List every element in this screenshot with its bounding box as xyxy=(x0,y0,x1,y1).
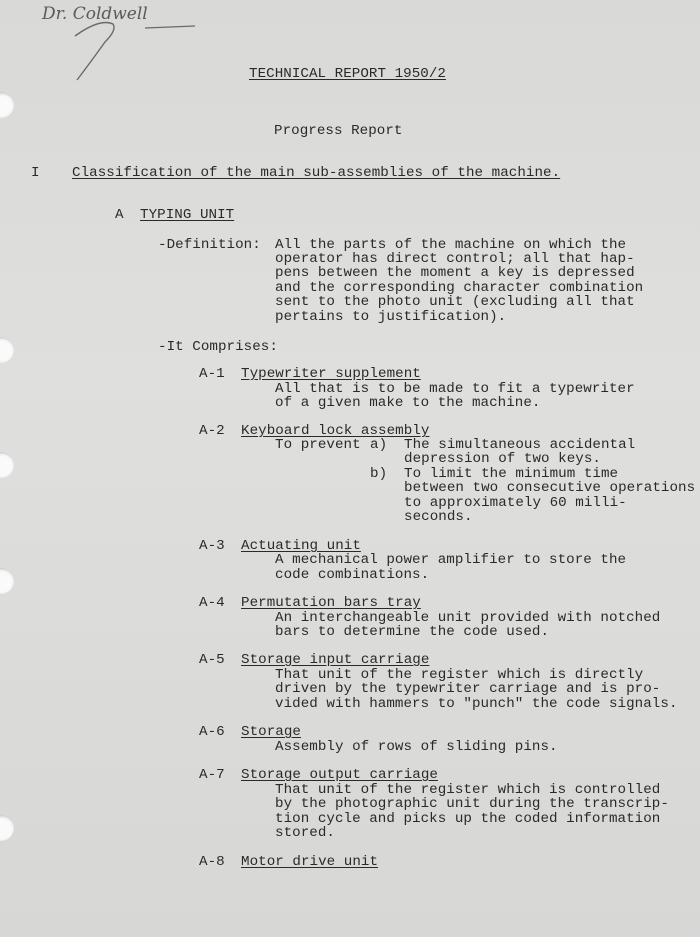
item-title: Storage output carriage xyxy=(241,767,438,783)
definition-line: pertains to justification). xyxy=(275,309,507,325)
report-title: TECHNICAL REPORT 1950/2 xyxy=(249,66,446,82)
subsection-letter: A xyxy=(115,207,124,223)
item-description-line: All that is to be made to fit a typewriter xyxy=(275,381,635,397)
item-code: A-8 xyxy=(199,854,225,870)
punch-hole xyxy=(0,337,14,363)
item-description-line: Assembly of rows of sliding pins. xyxy=(275,739,558,755)
punch-hole xyxy=(0,815,14,841)
punch-hole xyxy=(0,452,14,478)
item-title: Storage input carriage xyxy=(241,652,430,668)
punch-hole xyxy=(0,92,14,118)
punch-hole xyxy=(0,568,14,594)
subsection-heading: TYPING UNIT xyxy=(140,207,235,223)
item-description-line: code combinations. xyxy=(275,567,430,583)
item-code: A-7 xyxy=(199,767,225,783)
handwritten-mark-icon xyxy=(55,8,205,88)
item-code: A-2 xyxy=(199,423,225,439)
definition-label: -Definition: xyxy=(158,237,261,253)
item-description-line: tion cycle and picks up the coded information xyxy=(275,811,661,827)
item-code: A-3 xyxy=(199,538,225,554)
item-title: Storage xyxy=(241,724,301,740)
item-title: Typewriter supplement xyxy=(241,366,421,382)
option-line: seconds. xyxy=(404,509,473,525)
option-line: The simultaneous accidental xyxy=(404,437,636,453)
item-code: A-1 xyxy=(199,366,225,382)
purpose-label: To prevent xyxy=(275,437,361,453)
item-title: Motor drive unit xyxy=(241,854,379,870)
report-subtitle: Progress Report xyxy=(274,123,403,139)
item-description-line: A mechanical power amplifier to store the xyxy=(275,552,627,568)
option-marker: b) xyxy=(370,466,388,482)
definition-line: sent to the photo unit (excluding all that xyxy=(275,294,635,310)
item-title: Permutation bars tray xyxy=(241,595,421,611)
definition-line: pens between the moment a key is depressed xyxy=(275,265,635,281)
item-description-line: of a given make to the machine. xyxy=(275,395,541,411)
item-code: A-6 xyxy=(199,724,225,740)
comprises-label: -It Comprises: xyxy=(158,339,278,355)
option-line: to approximately 60 milli- xyxy=(404,495,627,511)
definition-line: operator has direct control; all that hap- xyxy=(275,251,635,267)
item-description-line: That unit of the register which is controlled xyxy=(275,782,661,798)
item-description-line: driven by the typewriter carriage and is pro- xyxy=(275,681,661,697)
item-description-line: by the photographic unit during the transcrip- xyxy=(275,796,669,812)
item-description-line: An interchangeable unit provided with notched xyxy=(275,610,661,626)
definition-line: All the parts of the machine on which the xyxy=(275,237,627,253)
option-line: depression of two keys. xyxy=(404,451,601,467)
item-description-line: stored. xyxy=(275,825,335,841)
option-line: To limit the minimum time xyxy=(404,466,619,482)
section-heading: Classification of the main sub-assemblies of the machine. xyxy=(72,165,561,181)
item-description-line: vided with hammers to "punch" the code signals. xyxy=(275,696,678,712)
item-code: A-4 xyxy=(199,595,225,611)
handwritten-note: Dr. Coldwell xyxy=(42,4,148,24)
section-numeral: I xyxy=(31,165,40,181)
item-code: A-5 xyxy=(199,652,225,668)
option-marker: a) xyxy=(370,437,388,453)
definition-line: and the corresponding character combination xyxy=(275,280,644,296)
item-title: Keyboard lock assembly xyxy=(241,423,430,439)
item-description-line: bars to determine the code used. xyxy=(275,624,550,640)
item-title: Actuating unit xyxy=(241,538,361,554)
option-line: between two consecutive operations xyxy=(404,480,696,496)
item-description-line: That unit of the register which is directly xyxy=(275,667,644,683)
